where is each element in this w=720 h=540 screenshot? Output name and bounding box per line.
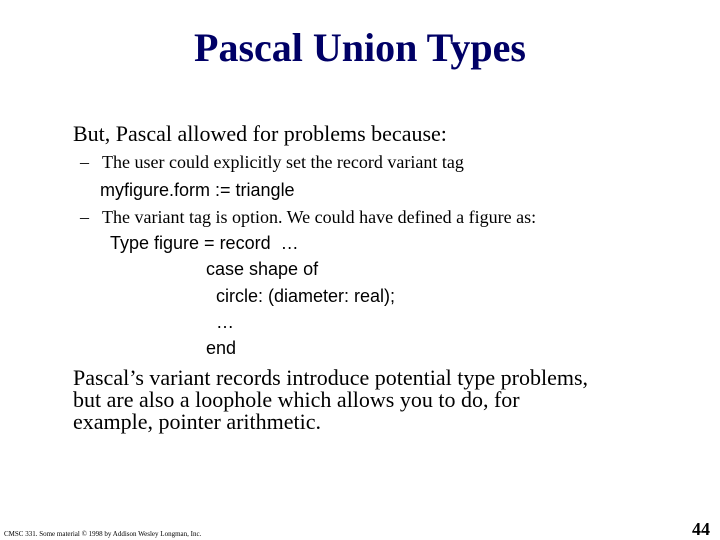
conclusion-text: [73, 367, 673, 433]
code-ellipsis: …: [216, 312, 234, 332]
bullet-dash: –: [80, 207, 89, 227]
slide-title: Pascal Union Types: [194, 25, 526, 70]
conclusion-line: Pascal’s variant records introduce potential type problems,: [73, 365, 589, 390]
bullet-dash: –: [80, 152, 89, 172]
conclusion-line: but are also a loophole which allows you to do, for: [73, 387, 520, 412]
page-number: 44: [692, 519, 710, 539]
bullet-1-text: The user could explicitly set the record variant tag: [102, 152, 464, 172]
intro-text: But, Pascal allowed for problems because:: [73, 121, 447, 146]
footer-copyright: CMSC 331. Some material © 1998 by Addison Wesley Longman, Inc.: [4, 530, 202, 538]
code-type-figure: Type figure = record …: [110, 233, 299, 253]
bullet-1: [80, 152, 464, 172]
code-end: end: [206, 338, 237, 358]
bullet-2-text: The variant tag is option. We could have defined a figure as:: [102, 207, 537, 227]
code-circle: circle: (diameter: real);: [216, 286, 396, 306]
code-case-shape: case shape of: [206, 259, 319, 279]
code-line-myfigure: myfigure.form := triangle: [100, 180, 295, 200]
bullet-2: [80, 207, 536, 227]
conclusion-line: example, pointer arithmetic.: [73, 409, 322, 434]
